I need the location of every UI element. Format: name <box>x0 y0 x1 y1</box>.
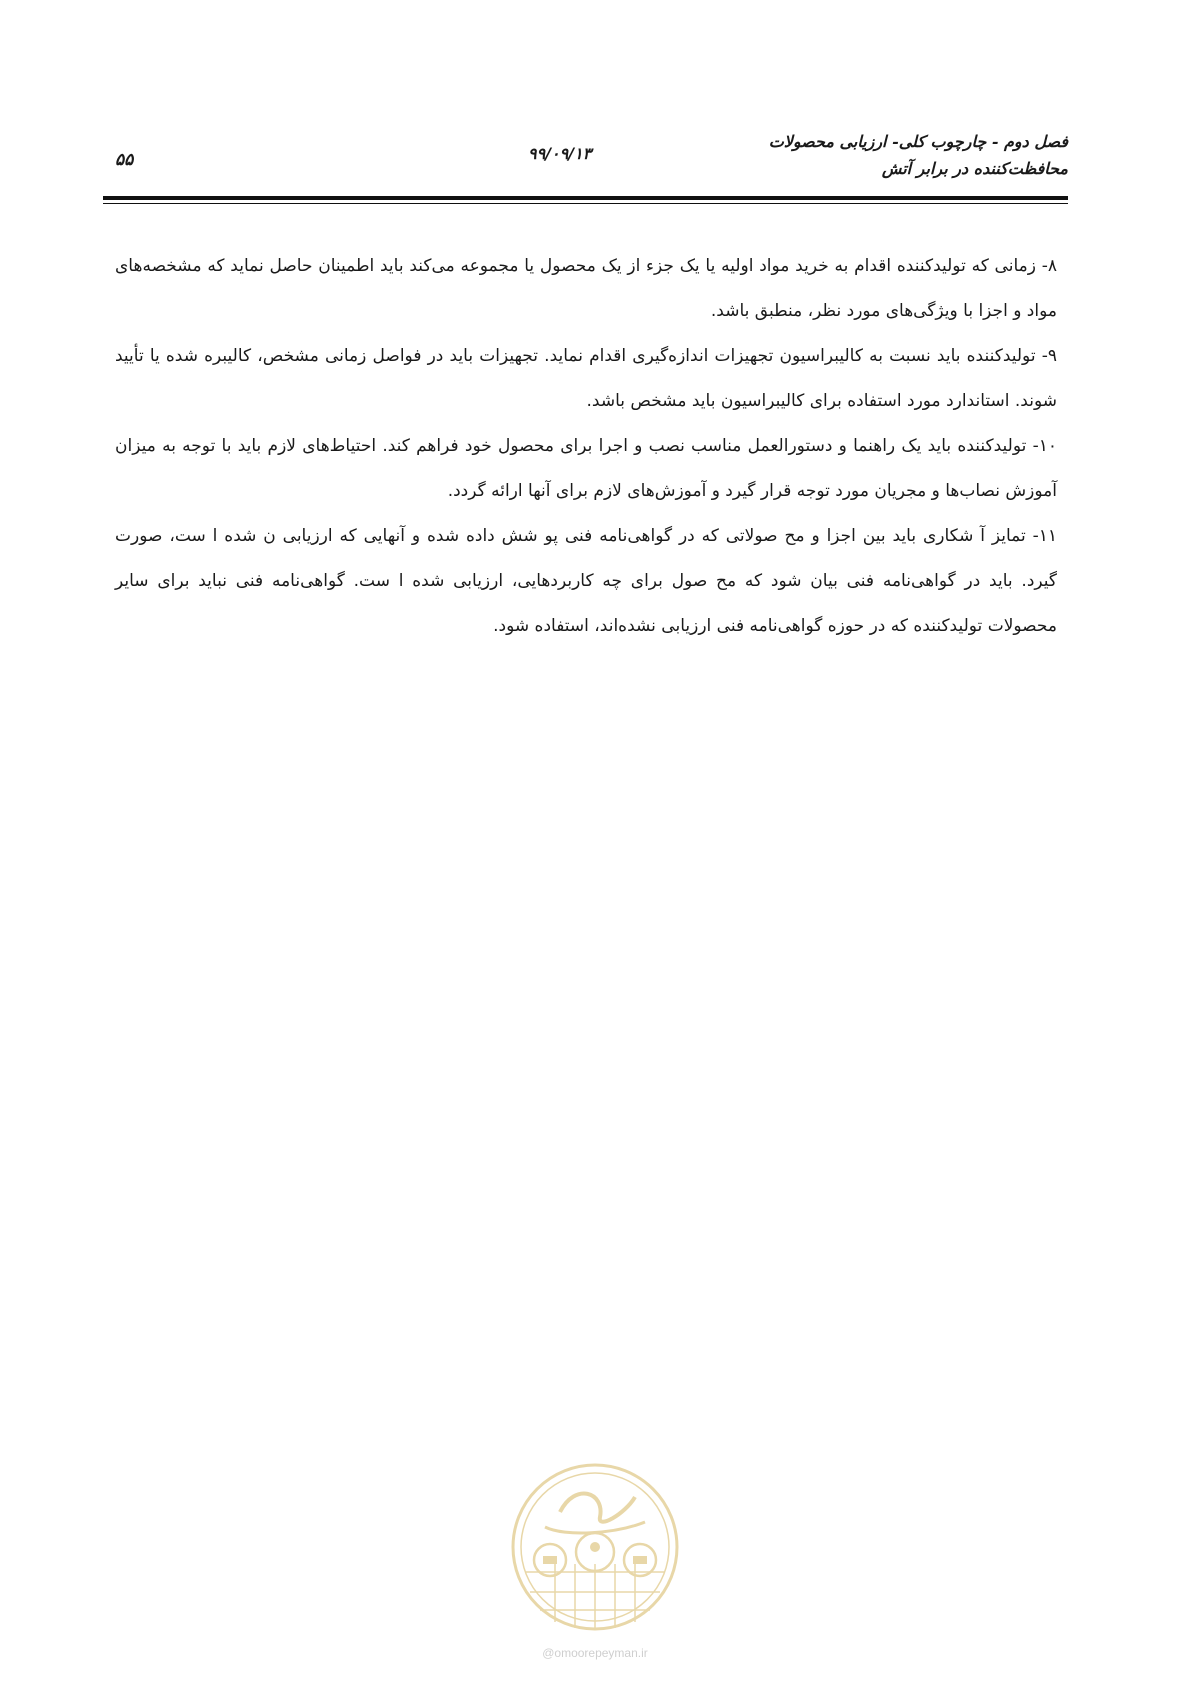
paragraph-10: ۱۰- تولیدکننده باید یک راهنما و دستورالعمل مناسب نصب و اجرا برای محصول خود فراهم کند. احتیاط‌های لازم باید با توجه به میزان آموزش نصاب‌ها و مجریان مورد توجه قرار گیرد و آموزش‌های لازم برای آنها ارائه گردد. <box>115 436 1057 501</box>
chapter-title-line1: فصل دوم - چارچوب کلی- ارزیابی محصولات <box>768 132 1068 151</box>
watermark-logo <box>505 1452 685 1642</box>
chapter-title <box>769 128 1068 182</box>
watermark <box>505 1452 685 1662</box>
paragraph-11: ۱۱- تمایز آ شکاری باید بین اجزا و مح صولاتی که در گواهی‌نامه فنی پو شش داده شده و آنهایی که ارزیابی ن شده ا ست، صورت گیرد. باید در گواهی‌نامه فنی بیان شود که مح صول برای چه کاربردهایی، ارزیابی شده ا ست. گواهی‌نامه فنی نباید برای سایر محصولات تولیدکننده که در حوزه گواهی‌نامه فنی ارزیابی نشده‌اند، استفاده شود. <box>115 526 1057 636</box>
header-rule-thin <box>103 203 1068 204</box>
body-text <box>115 244 1057 649</box>
paragraph-8: ۸- زمانی که تولیدکننده اقدام به خرید مواد اولیه یا یک جزء از یک محصول یا مجموعه می‌کند باید اطمینان حاصل نماید که مشخصه‌های مواد و اجزا با ویژگی‌های مورد نظر، منطبق باشد. <box>115 256 1057 321</box>
revision-date: ۹۹/۰۹/۱۳ <box>528 144 592 163</box>
paragraph-9: ۹- تولیدکننده باید نسبت به کالیبراسیون تجهیزات اندازه‌گیری اقدام نماید. تجهیزات باید در فواصل زمانی مشخص، کالیبره شده یا تأیید شوند. استاندارد مورد استفاده برای کالیبراسیون باید مشخص باشد. <box>115 346 1057 411</box>
page-header <box>103 128 1068 200</box>
watermark-url: @omoorepeyman.ir <box>542 1646 648 1660</box>
header-rule-thick <box>103 196 1068 200</box>
page-number: ۵۵ <box>115 150 134 170</box>
chapter-title-line2: محافظت‌کننده در برابر آتش <box>881 159 1068 178</box>
